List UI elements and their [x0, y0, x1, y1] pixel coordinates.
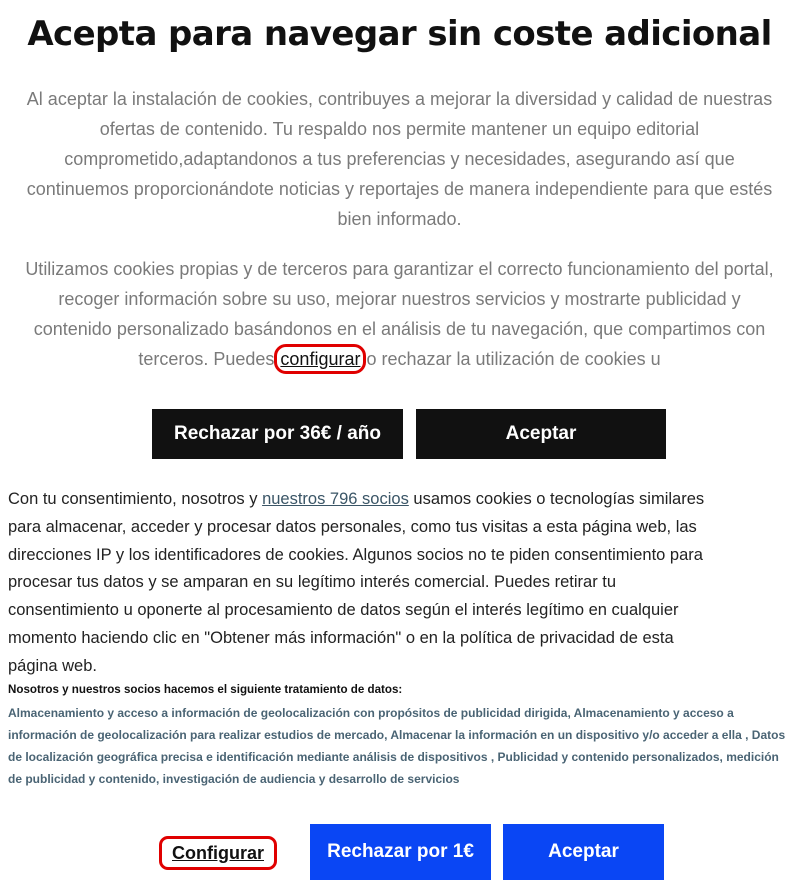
- consent-text-before: Con tu consentimiento, nosotros y: [8, 490, 263, 508]
- purposes-title: Nosotros y nuestros socios hacemos el siguiente tratamiento de datos:: [8, 683, 403, 696]
- cookies-text: [25, 254, 774, 374]
- reject-button[interactable]: Rechazar por 1€: [310, 824, 491, 880]
- configure-link[interactable]: configurar: [280, 349, 361, 369]
- intro-text: Al aceptar la instalación de cookies, contribuyes a mejorar la diversidad y calidad de nuestras ofertas de contenido. Tu respaldo nos permite mantener un equipo editorial comprometido,adaptandonos a tus preferencias y necesidades, asegurando así que continuemos proporcionándote noticias y reportajes de manera independiente para que estés bien informado.: [26, 89, 773, 229]
- accept-bottom-button[interactable]: Aceptar: [503, 824, 664, 880]
- consent-text: [8, 486, 718, 681]
- purposes-list: Almacenamiento y acceso a información de geolocalización con propósitos de publicidad dirigida, Almacenamiento y acceso a información de geolocalización para realizar estudios de mercado, Almacenar la información en un dispositivo y/o acceder a ella , Datos de localización geográfica precisa e identificación mediante análisis de dispositivos , Publicidad y contenido personalizados, medición de publicidad y contenido, investigación de audiencia y desarrollo de servicios: [8, 706, 786, 786]
- page-title: Acepta para navegar sin coste adicional: [27, 14, 772, 54]
- cookies-text-after: o rechazar la utilización de cookies u: [361, 349, 661, 369]
- accept-button[interactable]: Aceptar: [416, 409, 666, 459]
- partners-link[interactable]: nuestros 796 socios: [262, 490, 409, 508]
- reject-paid-button[interactable]: Rechazar por 36€ / año: [152, 409, 403, 459]
- cookies-text-before: Utilizamos cookies propias y de terceros para garantizar el correcto funcionamiento del portal, recoger información sobre su uso, mejorar nuestros servicios y mostrarte publicidad y contenido personalizado basándonos en el análisis de tu navegación, que compartimos con terceros. Puedes: [25, 259, 774, 369]
- consent-text-after: usamos cookies o tecnologías similares para almacenar, acceder y procesar datos personales, como tus visitas a esta página web, las direcciones IP y los identificadores de cookies. Algunos socios no te piden consentimiento para procesar tus datos y se amparan en su legítimo interés comercial. Puedes retirar tu consentimiento u oponerte al procesamiento de datos según el interés legítimo en cualquier momento haciendo clic en "Obtener más información" o en la política de privacidad de esta página web.: [8, 490, 705, 675]
- configure-button[interactable]: Configurar: [159, 836, 277, 870]
